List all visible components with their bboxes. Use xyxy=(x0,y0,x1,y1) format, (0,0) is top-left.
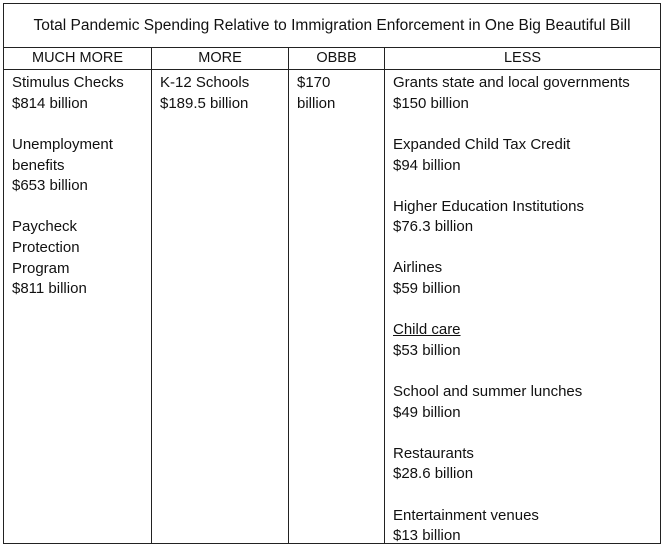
spending-item xyxy=(297,73,384,114)
table-body-row xyxy=(4,70,660,543)
spending-item-name: Entertainment venues xyxy=(393,506,539,524)
column-header-obbb: OBBB xyxy=(289,48,385,69)
table-title: Total Pandemic Spending Relative to Immigration Enforcement in One Big Beautiful Bill xyxy=(4,4,660,48)
spending-item xyxy=(393,135,660,176)
spending-item-name: Restaurants xyxy=(393,444,474,462)
column-more xyxy=(152,70,289,543)
column-less xyxy=(385,70,660,543)
spending-item xyxy=(393,73,660,114)
spending-item-amount: billion xyxy=(297,94,336,112)
spending-item-amount: $811 billion xyxy=(12,280,87,298)
spending-item-name: Expanded Child Tax Credit xyxy=(393,135,571,153)
spending-item-name: Higher Education Institutions xyxy=(393,197,584,215)
spending-item xyxy=(393,320,660,361)
spending-item xyxy=(393,382,660,423)
column-header-less: LESS xyxy=(503,50,542,67)
spending-item-amount: $653 billion xyxy=(12,177,88,195)
spending-comparison-table xyxy=(3,3,661,544)
spending-item xyxy=(393,506,660,547)
spending-item-name: Protection xyxy=(12,239,80,256)
spending-item-name: Paycheck xyxy=(12,218,78,236)
spending-item-name: Program xyxy=(12,259,70,277)
column-obbb xyxy=(289,70,385,543)
spending-item-name: benefits xyxy=(12,156,65,174)
spending-item-amount: $76.3 billion xyxy=(393,218,474,236)
spending-item-name: Child care xyxy=(393,321,461,339)
spending-item xyxy=(160,73,288,114)
spending-item xyxy=(12,217,151,300)
column-header-more: MORE xyxy=(152,48,289,69)
spending-item xyxy=(12,73,151,114)
spending-item-amount: $53 billion xyxy=(393,341,461,359)
column-header-row xyxy=(4,48,660,70)
spending-item-amount: $13 billion xyxy=(393,527,461,545)
column-much-more xyxy=(4,70,152,543)
spending-item xyxy=(12,135,151,197)
spending-item-name: K-12 Schools xyxy=(160,74,250,91)
column-header-much-more: MUCH MORE xyxy=(4,48,152,69)
spending-item-name: Grants state and local governments xyxy=(393,74,630,91)
spending-item-amount: $49 billion xyxy=(393,403,461,421)
spending-item xyxy=(393,258,660,299)
spending-item-name: Airlines xyxy=(393,259,443,277)
spending-item xyxy=(393,444,660,485)
spending-item xyxy=(393,197,660,238)
spending-item-amount: $814 billion xyxy=(12,94,88,112)
spending-item-amount: $94 billion xyxy=(393,156,461,174)
spending-item-amount: $150 billion xyxy=(393,94,469,112)
spending-item-name: Unemployment xyxy=(12,135,113,153)
spending-item-name: Stimulus Checks xyxy=(12,74,124,91)
spending-item-name: School and summer lunches xyxy=(393,382,583,400)
spending-item-amount: $189.5 billion xyxy=(160,94,249,112)
spending-item-amount: $28.6 billion xyxy=(393,465,474,483)
spending-item-amount: $170 xyxy=(297,74,331,91)
spending-item-amount: $59 billion xyxy=(393,280,461,298)
